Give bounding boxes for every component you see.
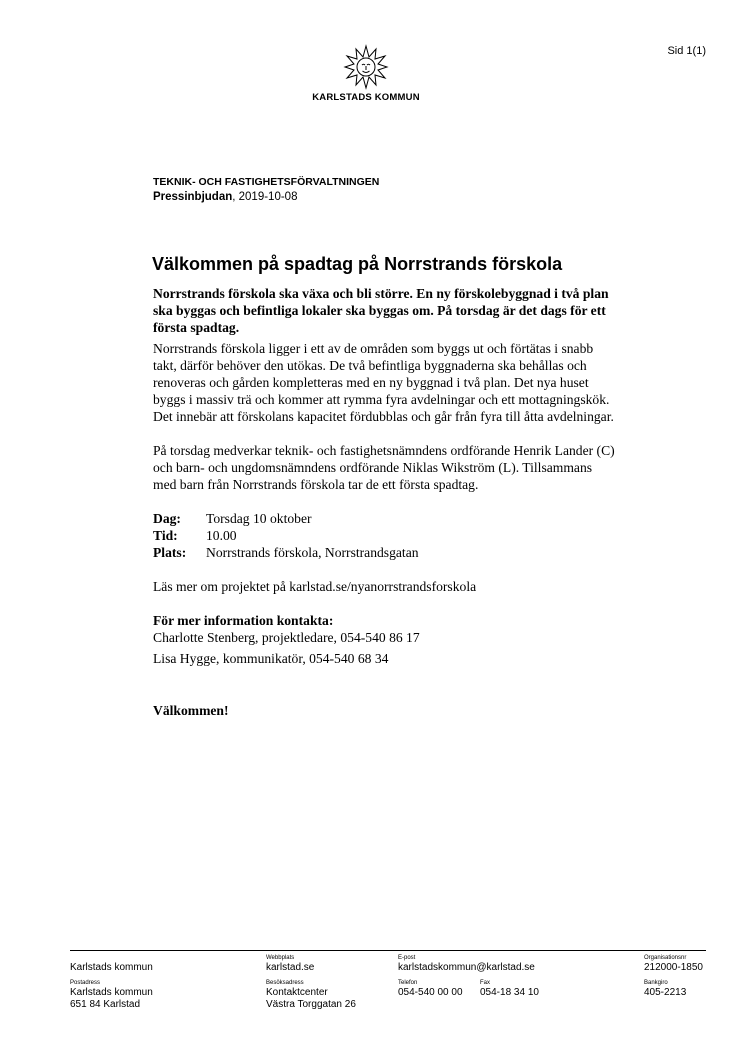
- page-title: Välkommen på spadtag på Norrstrands förskola: [152, 254, 563, 274]
- footer-value: Kontaktcenter: [266, 987, 328, 998]
- footer-value: 212000-1850: [644, 962, 703, 973]
- footer-value: karlstadskommun@karlstad.se: [398, 962, 535, 973]
- contact-person: Lisa Hygge, kommunikatör, 054-540 68 34: [153, 651, 389, 666]
- press-line: [153, 191, 297, 203]
- event-details: [153, 510, 618, 561]
- footer-divider: [70, 950, 706, 951]
- event-row-time: [153, 527, 618, 544]
- footer-label: Organisationsnr: [644, 955, 687, 961]
- footer-value: 054-18 34 10: [480, 987, 539, 998]
- footer-value: 405-2213: [644, 987, 687, 998]
- logo: [296, 44, 436, 103]
- sun-emblem-icon: [343, 44, 389, 90]
- event-label: Dag:: [153, 511, 181, 526]
- page-number: Sid 1(1): [667, 45, 706, 57]
- doc-date: , 2019-10-08: [232, 191, 298, 203]
- document-body: [153, 285, 618, 719]
- event-row-day: [153, 510, 618, 527]
- lead-paragraph: Norrstrands förskola ska växa och bli större. En ny förskolebyggnad i två plan ska byggas och befintliga lokaler ska byggas om. På torsdag är det dags för ett första spadtag.: [153, 286, 609, 335]
- event-value: Torsdag 10 oktober: [206, 511, 312, 526]
- department: TEKNIK- OCH FASTIGHETSFÖRVALTNINGEN: [153, 176, 380, 188]
- footer-value: Karlstads kommun: [70, 987, 153, 998]
- event-label: Tid:: [153, 528, 178, 543]
- more-info-text: Läs mer om projektet på karlstad.se/nyanorrstrandsforskola: [153, 579, 477, 594]
- footer-value: 651 84 Karlstad: [70, 999, 141, 1010]
- footer-label: Telefon: [398, 980, 418, 986]
- footer-value: karlstad.se: [266, 962, 315, 973]
- footer-label: Postadress: [70, 980, 101, 986]
- contact-person: Charlotte Stenberg, projektledare, 054-540 86 17: [153, 630, 420, 645]
- logo-text: KARLSTADS KOMMUN: [312, 92, 420, 103]
- body-paragraph-2: På torsdag medverkar teknik- och fastighetsnämndens ordförande Henrik Lander (C) och barn- och ungdomsnämndens ordförande Niklas Wikström (L). Tillsammans med barn från Norrstrands förskola tar de ett första spadtag.: [153, 443, 615, 492]
- doc-type: Pressinbjudan: [153, 191, 233, 203]
- footer-label: Fax: [480, 980, 491, 986]
- body-paragraph-1: Norrstrands förskola ligger i ett av de områden som byggs ut och förtätas i snabb takt, därför behöver den utökas. De två befintliga byggnaderna ska behållas och renoveras och gården kompletteras med en ny byggnad i två plan. Det nya huset byggs i massiv trä och kommer att rymma fyra avdelningar och ett mottagningskök. Det innebär att förskolans kapacitet fördubblas och går från fyra till åtta avdelningar.: [153, 341, 614, 424]
- event-row-place: [153, 544, 618, 561]
- footer-org-name: Karlstads kommun: [70, 962, 153, 973]
- footer-label: Webbplats: [266, 955, 295, 961]
- footer-label: E-post: [398, 955, 416, 961]
- footer-label: Besöksadress: [266, 980, 304, 986]
- footer: [70, 954, 706, 1024]
- footer-label: Bankgiro: [644, 980, 668, 986]
- closing-text: Välkommen!: [153, 703, 229, 718]
- event-label: Plats:: [153, 545, 187, 560]
- footer-value: Västra Torggatan 26: [266, 999, 356, 1010]
- contact-heading: För mer information kontakta:: [153, 613, 334, 628]
- footer-value: 054-540 00 00: [398, 987, 463, 998]
- event-value: Norrstrands förskola, Norrstrandsgatan: [206, 545, 419, 560]
- event-value: 10.00: [206, 528, 237, 543]
